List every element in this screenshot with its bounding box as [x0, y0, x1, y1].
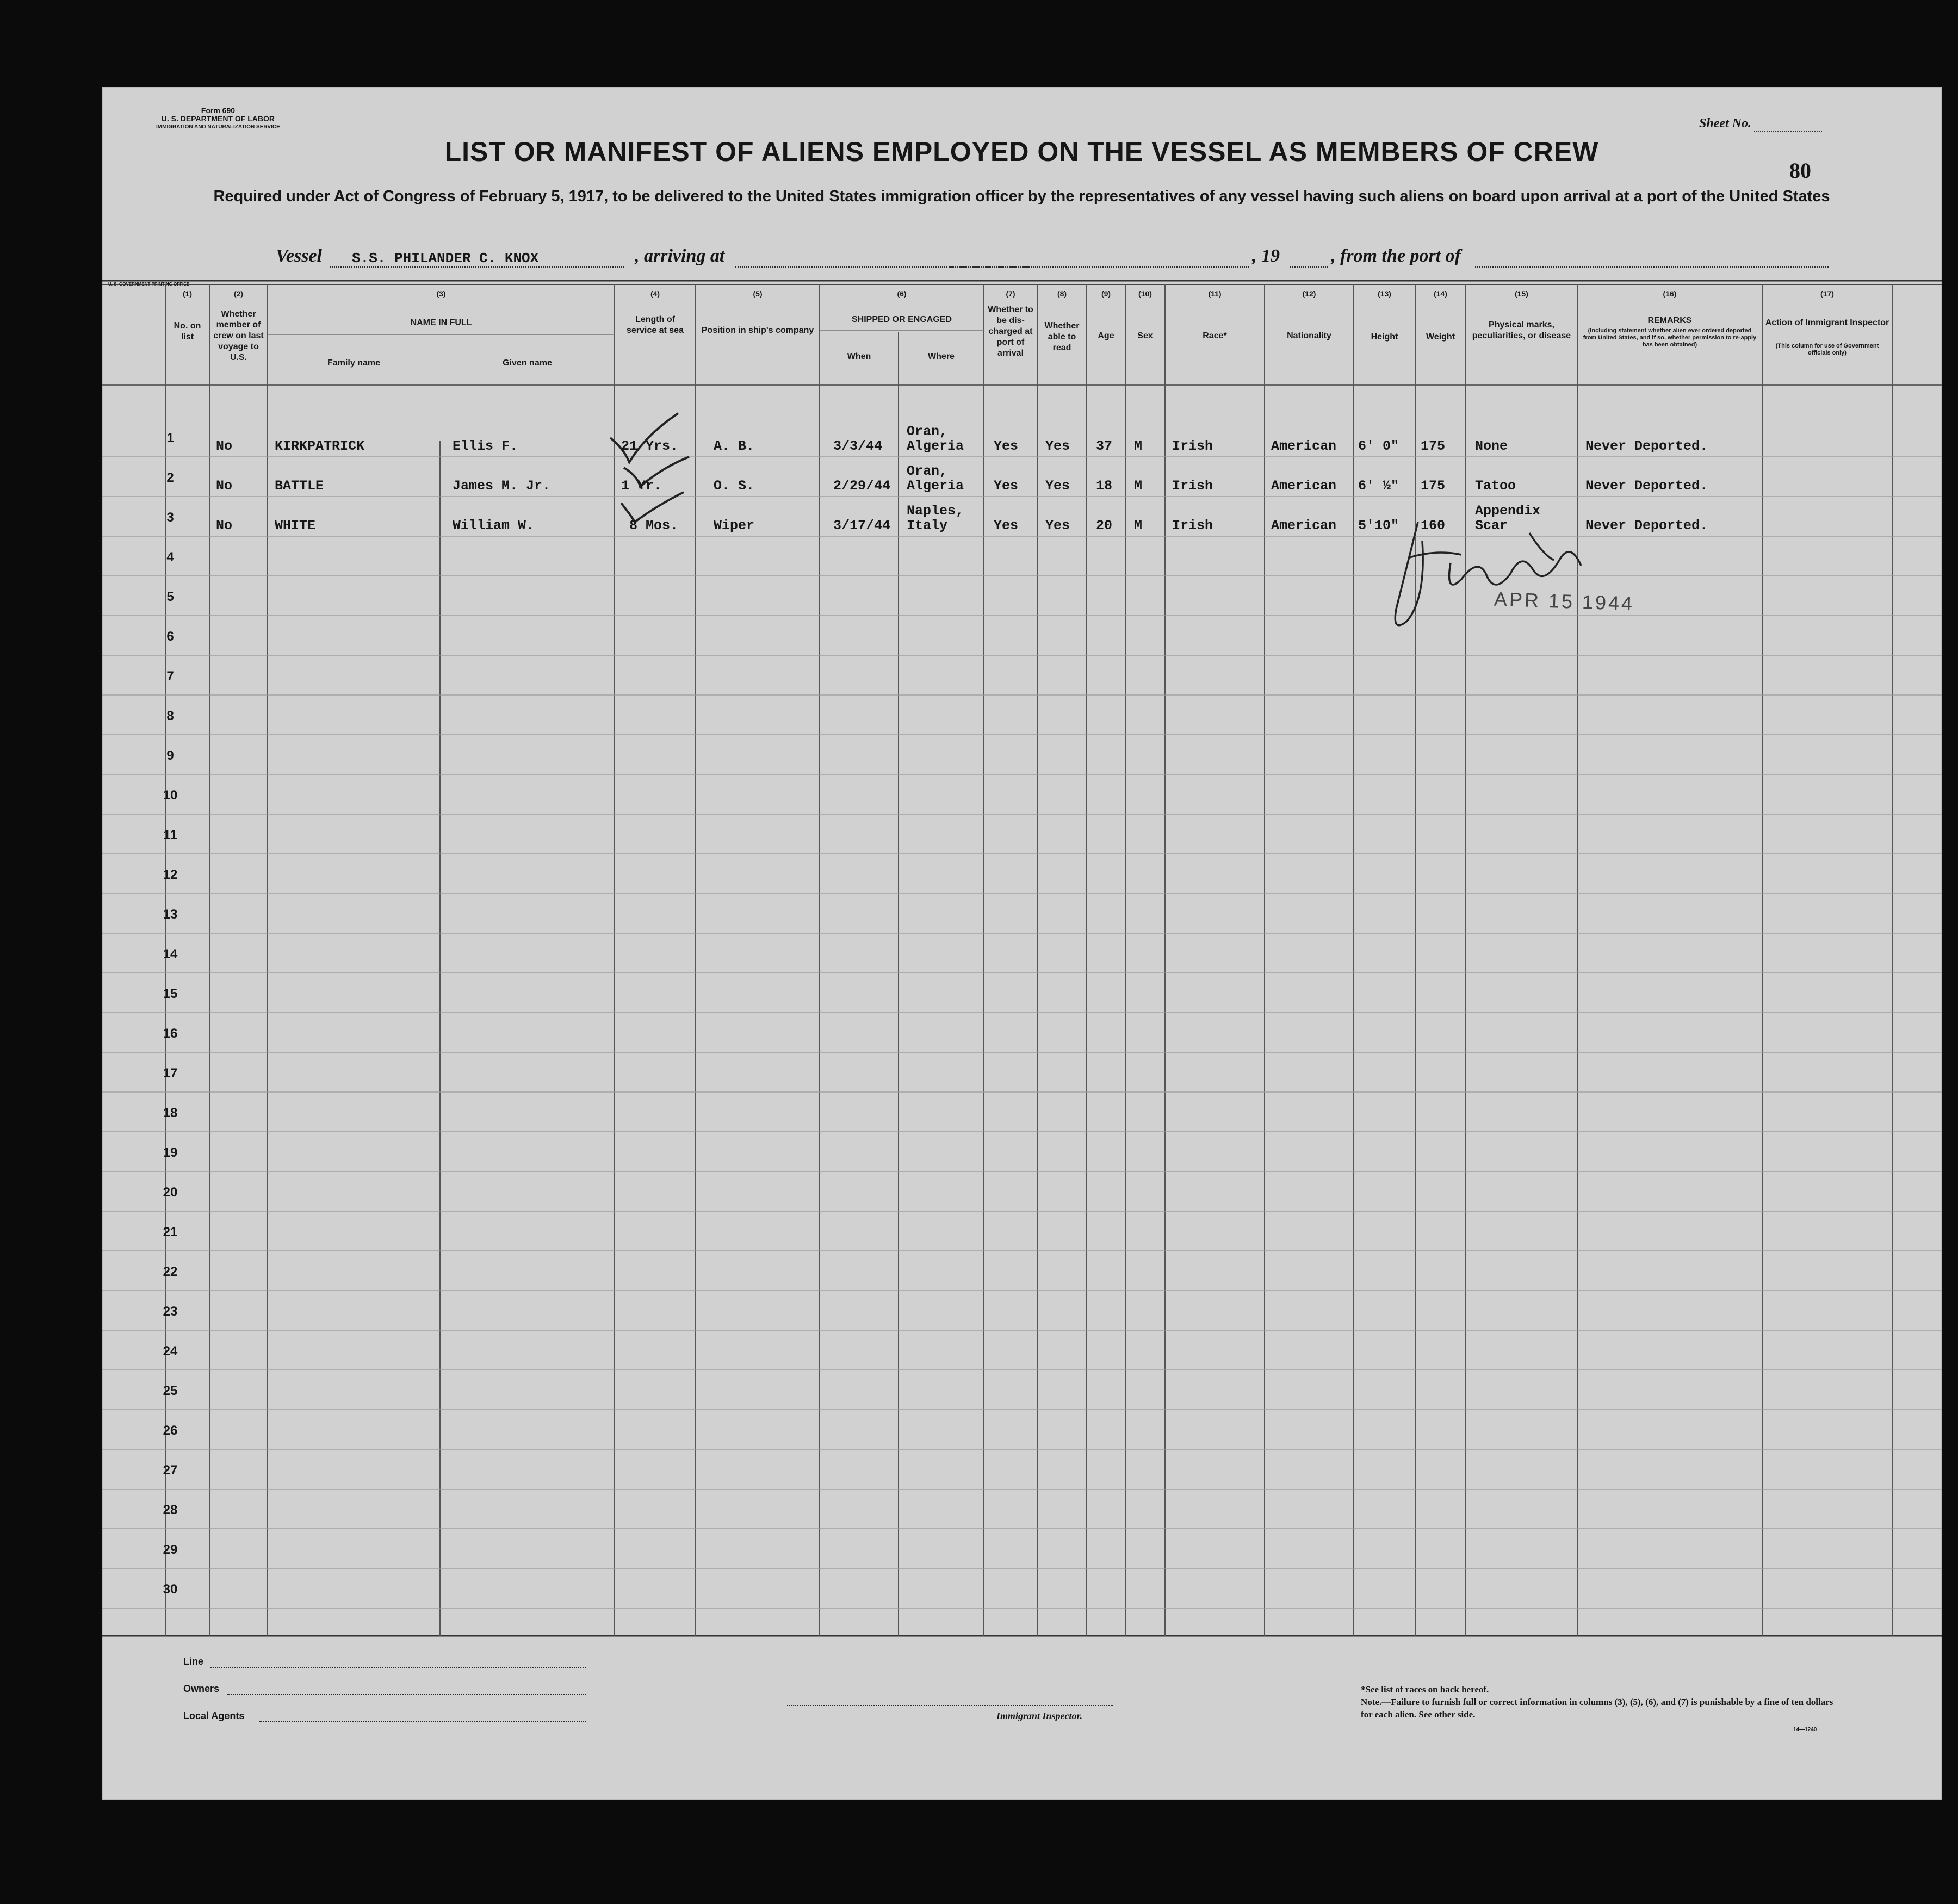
cell-discharged: Yes	[994, 438, 1019, 454]
cell-height: 6' ½"	[1358, 478, 1399, 494]
cell-remarks: Never Deported.	[1585, 438, 1708, 454]
note-label: Note.	[1361, 1697, 1382, 1707]
cell-where-line2: Algeria	[907, 438, 964, 454]
service-name: IMMIGRATION AND NATURALIZATION SERVICE	[156, 124, 280, 130]
department-name: U. S. DEPARTMENT OF LABOR	[161, 114, 275, 123]
note-text: —Failure to furnish full or correct information in columns (3), (5), (6), and (7) is punishable by a fine of ten dollars for each alien. See other side.	[1361, 1697, 1833, 1720]
cell-nationality: American	[1271, 518, 1337, 534]
header-shipped-or-engaged: SHIPPED OR ENGAGED	[851, 315, 952, 324]
header-height: Height	[1371, 332, 1398, 342]
cell-height: 6' 0"	[1358, 438, 1399, 454]
col-number-5: (5)	[753, 289, 763, 298]
header-weight: Weight	[1426, 332, 1455, 342]
footer-agents-label: Local Agents	[183, 1710, 245, 1721]
row-number: 10	[163, 788, 178, 803]
header-action-inspector: Action of Immigrant Inspector	[1765, 318, 1889, 327]
date-field-line	[950, 266, 1249, 268]
header-length-of-service: Length of service at sea	[627, 315, 684, 335]
cell-member: No	[216, 478, 233, 494]
sheet-no-label: Sheet No.	[1699, 116, 1751, 131]
races-note: *See list of races on back hereof.	[1361, 1684, 1489, 1695]
cell-sex: M	[1134, 478, 1143, 494]
sheet-no-field	[1754, 131, 1822, 132]
row-number: 16	[163, 1026, 178, 1041]
cell-age: 20	[1096, 518, 1113, 534]
col-number-10: (10)	[1138, 289, 1152, 298]
header-whether-member: Whether member of crew on last voyage to U.S.	[213, 309, 264, 362]
col-number-2: (2)	[233, 289, 244, 298]
cell-given-name: William W.	[453, 518, 535, 534]
header-where: Where	[928, 352, 955, 361]
cell-given-name: Ellis F.	[453, 438, 518, 454]
cell-age: 18	[1096, 478, 1113, 494]
cell-given-name: James M. Jr.	[453, 478, 551, 494]
row-number: 9	[166, 748, 174, 763]
cell-remarks: Never Deported.	[1585, 518, 1708, 534]
row-number: 29	[163, 1542, 178, 1557]
col-number-6: (6)	[897, 289, 907, 298]
row-number: 27	[163, 1463, 178, 1478]
inspector-label: Immigrant Inspector.	[996, 1710, 1083, 1721]
cell-family-name: KIRKPATRICK	[275, 438, 365, 454]
header-given-name: Given name	[503, 358, 552, 368]
row-number: 1	[166, 431, 174, 445]
row-number: 24	[163, 1344, 178, 1359]
cell-position: A. B.	[714, 438, 755, 454]
col-number-7: (7)	[1006, 289, 1015, 298]
from-port-label: , from the port of	[1331, 246, 1461, 266]
header-remarks-note: (Including statement whether alien ever ordered deported from United States, and if so, whether permission to re-apply has been obtained)	[1583, 327, 1757, 348]
cell-race: Irish	[1172, 478, 1213, 494]
manifest-sheet	[102, 87, 1942, 1800]
col-number-17: (17)	[1820, 289, 1834, 298]
form-identification	[156, 107, 280, 131]
header-when: When	[847, 352, 871, 361]
header-sex: Sex	[1137, 331, 1153, 340]
cell-able-to-read: Yes	[1045, 478, 1070, 494]
cell-age: 37	[1096, 438, 1113, 454]
form-number: Form 690	[201, 106, 236, 115]
col-number-4: (4)	[650, 289, 660, 298]
col-number-13: (13)	[1378, 289, 1391, 298]
row-number: 22	[163, 1264, 178, 1279]
cell-member: No	[216, 518, 233, 534]
row-number: 21	[163, 1225, 178, 1239]
cell-weight: 160	[1421, 518, 1446, 534]
footer-line-field	[210, 1667, 586, 1668]
row-number: 8	[166, 709, 174, 723]
cell-where-line1: Oran,	[907, 424, 948, 439]
row-number: 30	[163, 1582, 178, 1597]
vessel-name: S.S. PHILANDER C. KNOX	[352, 250, 539, 266]
cell-when: 2/29/44	[833, 478, 891, 494]
cell-discharged: Yes	[994, 518, 1019, 534]
cell-able-to-read: Yes	[1045, 438, 1070, 454]
from-port-field-line	[1475, 266, 1829, 268]
year-prefix: , 19	[1252, 246, 1280, 266]
footer-print-code: 14—1240	[1793, 1727, 1817, 1733]
header-position: Position in ship's company	[701, 326, 814, 335]
col-number-1: (1)	[182, 289, 193, 298]
row-number: 28	[163, 1503, 178, 1517]
handwritten-sheet-number: 80	[1789, 158, 1811, 183]
cell-member: No	[216, 438, 233, 454]
vessel-label: Vessel	[276, 246, 322, 266]
cell-when: 3/17/44	[833, 518, 891, 534]
cell-physical-line2: Scar	[1475, 518, 1508, 534]
col-number-3: (3)	[436, 289, 446, 298]
header-family-name: Family name	[327, 358, 380, 368]
inspector-signature-line	[787, 1705, 1113, 1706]
header-no-on-list: No. on list	[174, 321, 201, 342]
cell-position: Wiper	[714, 518, 755, 534]
row-number: 3	[166, 510, 174, 525]
arriving-label: , arriving at	[635, 246, 725, 266]
footer-agents-field	[259, 1721, 586, 1722]
header-name-in-full: NAME IN FULL	[410, 318, 472, 327]
cell-sex: M	[1134, 438, 1143, 454]
cell-sex: M	[1134, 518, 1143, 534]
failure-note	[1361, 1696, 1845, 1721]
footer-owners-label: Owners	[183, 1683, 220, 1694]
cell-nationality: American	[1271, 478, 1337, 494]
page-title: LIST OR MANIFEST OF ALIENS EMPLOYED ON THE VESSEL AS MEMBERS OF CREW	[444, 137, 1599, 167]
header-age: Age	[1098, 331, 1114, 340]
col-number-12: (12)	[1302, 289, 1316, 298]
cell-nationality: American	[1271, 438, 1337, 454]
cell-family-name: WHITE	[275, 518, 316, 534]
header-able-to-read: Whether able to read	[1044, 321, 1080, 352]
cell-length-of-service: 21 Yrs.	[621, 438, 679, 454]
cell-where-line2: Algeria	[907, 478, 964, 494]
cell-physical-line1: Appendix	[1475, 503, 1541, 519]
col-number-14: (14)	[1434, 289, 1447, 298]
printing-office: U. S. GOVERNMENT PRINTING OFFICE	[108, 282, 190, 287]
cell-when: 3/3/44	[833, 438, 883, 454]
row-number: 25	[163, 1384, 178, 1398]
row-number: 14	[163, 947, 178, 962]
col-number-11: (11)	[1208, 289, 1222, 298]
cell-family-name: BATTLE	[275, 478, 324, 494]
cell-weight: 175	[1421, 438, 1446, 454]
cell-where-line1: Naples,	[907, 503, 964, 519]
year-field-line	[1290, 266, 1328, 268]
row-number: 2	[166, 470, 174, 485]
row-number: 4	[166, 550, 174, 565]
cell-weight: 175	[1421, 478, 1446, 494]
header-nationality: Nationality	[1287, 331, 1331, 340]
cell-remarks: Never Deported.	[1585, 478, 1708, 494]
vessel-field-line	[330, 266, 624, 268]
cell-position: O. S.	[714, 478, 755, 494]
row-number: 15	[163, 987, 178, 1001]
header-race: Race*	[1203, 331, 1227, 340]
cell-length-of-service: 8 Mos.	[629, 518, 679, 534]
row-number: 26	[163, 1423, 178, 1438]
page-subtitle: Required under Act of Congress of February 5, 1917, to be delivered to the United States immigration officer by the representatives of any vessel having such aliens on board upon arrival at a port of the United States	[213, 188, 1830, 205]
col-number-8: (8)	[1057, 289, 1067, 298]
row-number: 6	[166, 629, 174, 644]
row-number: 11	[163, 828, 177, 842]
cell-discharged: Yes	[994, 478, 1019, 494]
cell-able-to-read: Yes	[1045, 518, 1070, 534]
col-number-16: (16)	[1663, 289, 1677, 298]
cell-physical-line2: None	[1475, 438, 1508, 454]
row-number: 23	[163, 1304, 178, 1319]
row-number: 20	[163, 1185, 178, 1200]
date-stamp: APR 15 1944	[1494, 587, 1635, 615]
row-number: 17	[163, 1066, 178, 1081]
col-number-9: (9)	[1101, 289, 1111, 298]
footer-line-label: Line	[183, 1656, 204, 1667]
row-number: 7	[166, 669, 174, 684]
cell-race: Irish	[1172, 438, 1213, 454]
header-discharged: Whether to be dis- charged at port of arrival	[988, 305, 1033, 358]
header-remarks: REMARKS	[1647, 316, 1692, 325]
cell-height: 5'10"	[1358, 518, 1399, 534]
row-number: 19	[163, 1145, 178, 1160]
col-number-15: (15)	[1515, 289, 1528, 298]
row-number: 13	[163, 907, 178, 922]
cell-where-line2: Italy	[907, 518, 948, 534]
row-number: 5	[166, 590, 174, 604]
cell-length-of-service: 1 Yr.	[621, 478, 662, 494]
cell-physical-line2: Tatoo	[1475, 478, 1516, 494]
row-number: 12	[163, 867, 178, 882]
cell-race: Irish	[1172, 518, 1213, 534]
header-action-note: (This column for use of Government officials only)	[1775, 343, 1879, 356]
header-physical-marks: Physical marks, peculiarities, or disease	[1472, 320, 1571, 340]
cell-where-line1: Oran,	[907, 463, 948, 479]
footer-owners-field	[227, 1694, 586, 1695]
row-number: 18	[163, 1106, 178, 1120]
